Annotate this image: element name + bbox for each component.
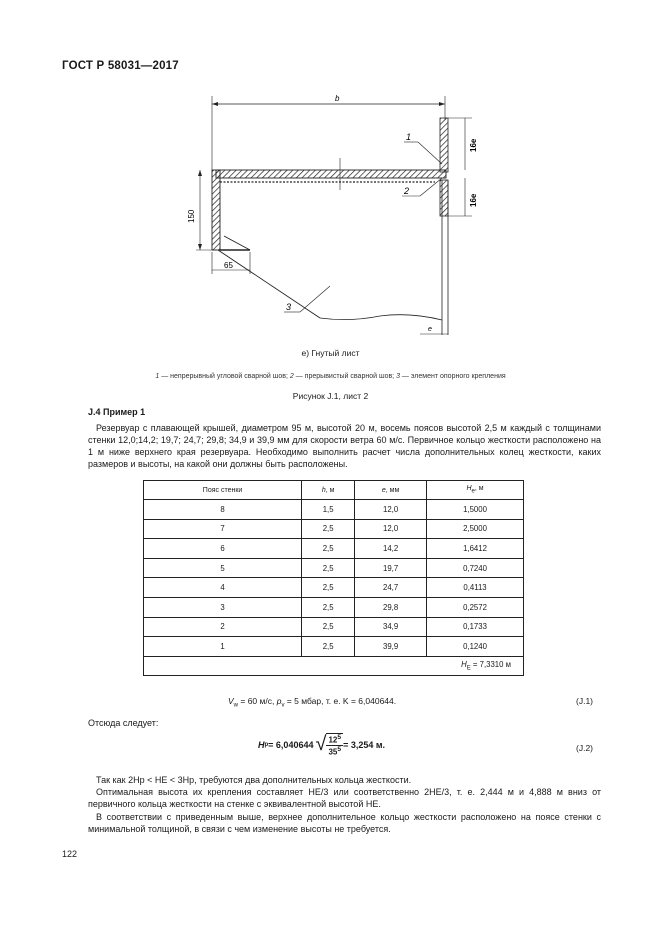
bent-sheet-figure xyxy=(180,90,490,350)
table-header-row xyxy=(144,481,524,500)
table-cell: 2,5 xyxy=(302,637,355,657)
table-cell: 2,5 xyxy=(302,578,355,598)
standard-header: ГОСТ Р 58031—2017 xyxy=(62,60,179,72)
table-cell: 34,9 xyxy=(355,617,427,637)
table-cell: 1,5000 xyxy=(427,500,524,520)
table-cell: 8 xyxy=(144,500,302,520)
dim-16e-bottom-label: 16e xyxy=(469,193,478,207)
section-title: J.4 Пример 1 xyxy=(88,407,146,417)
table-cell: 2 xyxy=(144,617,302,637)
table-cell: 7 xyxy=(144,519,302,539)
equation-j2-number: (J.2) xyxy=(576,743,593,753)
table-cell: 1 xyxy=(144,637,302,657)
table-cell: 2,5000 xyxy=(427,519,524,539)
table-cell: 6 xyxy=(144,539,302,559)
table-cell: 12,0 xyxy=(355,519,427,539)
figure-caption: е) Гнутый лист xyxy=(301,348,360,358)
dim-65-label: 65 xyxy=(224,261,233,270)
table-cell: 24,7 xyxy=(355,578,427,598)
page-number: 122 xyxy=(62,849,78,859)
table-total-cell: $H_E = 7,3310$ м xyxy=(144,656,524,676)
equation-j1-number: (J.1) xyxy=(576,696,593,706)
figure-title: Рисунок J.1, лист 2 xyxy=(292,391,369,401)
paragraph-optimal-height: Оптимальная высота их крепления составляет HE/3 или соответственно 2HE/3, т. е. 2,444 м и 4,888 м вниз от первичного кольца жесткости на стенке с эквивалентной высотой HE. xyxy=(88,787,601,809)
col-header-e: e, мм xyxy=(355,481,427,500)
table-cell: 14,2 xyxy=(355,539,427,559)
table-cell: 2,5 xyxy=(302,558,355,578)
figure-legend: 1 — непрерывный угловой сварной шов; 2 — прерывистый сварной шов; 3 — элемент опорного крепления xyxy=(155,373,506,380)
table-cell: 2,5 xyxy=(302,519,355,539)
table-cell: 19,7 xyxy=(355,558,427,578)
table-cell: 3 xyxy=(144,597,302,617)
table-cell: 0,7240 xyxy=(427,558,524,578)
table-cell: 4 xyxy=(144,578,302,598)
table-cell: 2,5 xyxy=(302,539,355,559)
table-cell: 1,6412 xyxy=(427,539,524,559)
table-total-row xyxy=(144,656,524,676)
table-row xyxy=(144,578,524,598)
callout-2: 2 xyxy=(404,186,410,196)
callout-3: 3 xyxy=(286,302,292,312)
callout-1: 1 xyxy=(406,132,412,142)
table-cell: 39,9 xyxy=(355,637,427,657)
paragraph-therefore: Отсюда следует: xyxy=(88,718,159,728)
table-cell: 0,1733 xyxy=(427,617,524,637)
table-cell: 2,5 xyxy=(302,617,355,637)
table-row xyxy=(144,617,524,637)
dim-16e-top-label: 16e xyxy=(469,138,478,152)
table-cell: 0,2572 xyxy=(427,597,524,617)
dim-150-label: 150 xyxy=(187,209,196,223)
table-row xyxy=(144,558,524,578)
equation-j2: H p = 6,040644 √ $\frac{12^5}{35^5}$ = 3,254 м. xyxy=(258,733,385,757)
table-cell: 1,5 xyxy=(302,500,355,520)
table-row xyxy=(144,597,524,617)
paragraph-two-rings: Так как 2Hp < HE < 3Hp, требуются два дополнительных кольца жесткости. xyxy=(96,775,412,785)
table-cell: 2,5 xyxy=(302,597,355,617)
table-cell: 0,1240 xyxy=(427,637,524,657)
table-cell: 29,8 xyxy=(355,597,427,617)
table-row xyxy=(144,500,524,520)
table-cell: 12,0 xyxy=(355,500,427,520)
dim-b-label: b xyxy=(335,94,340,103)
dim-e-label: e xyxy=(428,326,432,333)
table-row xyxy=(144,637,524,657)
col-header-shell-course: Пояс стенки xyxy=(144,481,302,500)
data-table xyxy=(143,480,524,676)
equation-j1: $V_w = 60$ м/с, $p_v = 5$ мбар, т. е. K = 6,040644. xyxy=(228,696,397,709)
paragraph-intro: Резервуар с плавающей крышей, диаметром 95 м, высотой 20 м, восемь поясов высотой 2,5 м каждый с толщинами стенки 12,0;14,2; 19,7; 24,7; 29,8; 34,9 и 39,9 мм для скорости ветра 60 м/с. Первичное кольцо жесткости расположено на 1 м ниже верхнего края резервуара. Необходимо выполнить расчет числа дополнительных колец жесткости, каких размеров и высоты, на какой они должны быть расположены. xyxy=(88,423,601,469)
col-header-h: h, м xyxy=(302,481,355,500)
col-header-he: $H_e$, м xyxy=(427,481,524,500)
paragraph-conclusion: В соответствии с приведенным выше, верхнее дополнительное кольцо жесткости расположено на поясе стенки с минимальной толщиной, в связи с чем изменение высоты не требуется. xyxy=(88,812,601,834)
table-row xyxy=(144,519,524,539)
table-cell: 5 xyxy=(144,558,302,578)
table-row xyxy=(144,539,524,559)
table-cell: 0,4113 xyxy=(427,578,524,598)
